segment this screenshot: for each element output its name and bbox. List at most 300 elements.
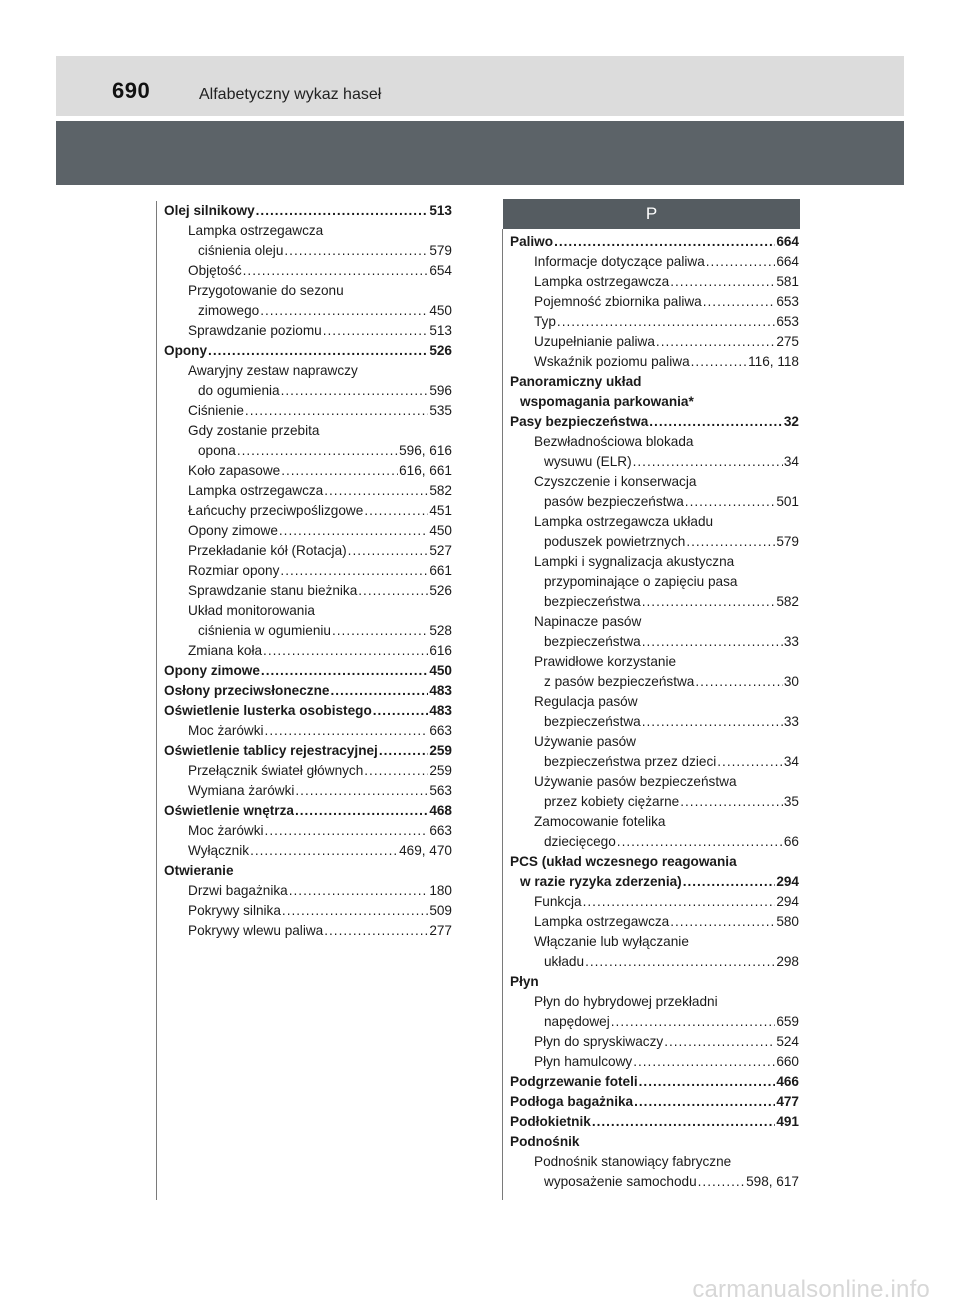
entry-page: 579 [429, 243, 452, 258]
entry-page: 528 [429, 623, 452, 638]
entry-text: Używanie pasów bezpieczeństwa [534, 774, 737, 789]
index-entry [510, 872, 799, 892]
index-entry [164, 821, 452, 841]
entry-page: 294 [776, 894, 799, 909]
entry-text: Awaryjny zestaw naprawczy [188, 363, 358, 378]
dot-leader [656, 332, 775, 352]
page-title: Alfabetyczny wykaz haseł [199, 86, 382, 103]
entry-page: 524 [776, 1034, 799, 1049]
dot-leader [642, 632, 783, 652]
entry-text: wspomagania parkowania* [520, 394, 694, 409]
entry-text: Uzupełnianie paliwa [534, 334, 655, 349]
entry-page: 483 [429, 683, 452, 698]
dot-leader [698, 1172, 745, 1192]
entry-page: 654 [429, 263, 452, 278]
index-entry [164, 561, 452, 581]
dot-leader [691, 352, 747, 372]
entry-page: 298 [776, 954, 799, 969]
index-entry [510, 1092, 799, 1112]
dot-leader [265, 721, 429, 741]
index-entry [510, 852, 799, 872]
index-entry [164, 301, 452, 321]
index-entry [164, 481, 452, 501]
entry-text: Ciśnienie [188, 403, 244, 418]
entry-text: bezpieczeństwa [544, 714, 641, 729]
page-number: 690 [112, 78, 151, 103]
entry-page: 34 [783, 754, 799, 769]
entry-text: w razie ryzyka zderzenia) [520, 874, 682, 889]
entry-text: PCS (układ wczesnego reagowania [510, 854, 737, 869]
entry-page: 664 [776, 234, 799, 249]
dot-leader [683, 872, 776, 892]
entry-text: Bezwładnościowa blokada [534, 434, 694, 449]
dot-leader [243, 261, 429, 281]
index-entry [164, 221, 452, 241]
dot-leader [379, 741, 428, 761]
dot-leader [634, 1092, 775, 1112]
entry-text: Typ [534, 314, 556, 329]
index-entry [164, 901, 452, 921]
index-entry [510, 752, 799, 772]
dot-leader [265, 821, 429, 841]
entry-page: 581 [776, 274, 799, 289]
entry-text: Czyszczenie i konserwacja [534, 474, 697, 489]
section-header [503, 199, 800, 229]
entry-text: Otwieranie [164, 863, 234, 878]
entry-page: 451 [429, 503, 452, 518]
entry-text: Układ monitorowania [188, 603, 315, 618]
dot-leader [279, 521, 428, 541]
index-entry [510, 932, 799, 952]
entry-text: bezpieczeństwa przez dzieci [544, 754, 717, 769]
entry-page: 259 [429, 743, 452, 758]
entry-page: 450 [429, 523, 452, 538]
index-entry [164, 581, 452, 601]
entry-page: 275 [776, 334, 799, 349]
index-entry [510, 252, 799, 272]
dot-leader [324, 921, 428, 941]
entry-text: Oświetlenie wnętrza [164, 803, 294, 818]
entry-text: napędowej [544, 1014, 610, 1029]
entry-page: 450 [429, 303, 452, 318]
index-entry [164, 701, 452, 721]
entry-text: Płyn do hybrydowej przekładni [534, 994, 718, 1009]
entry-page: 294 [776, 874, 799, 889]
index-entry [510, 232, 799, 252]
index-entry [164, 681, 452, 701]
index-entry [510, 572, 799, 592]
index-entry [164, 761, 452, 781]
dot-leader [364, 501, 428, 521]
entry-text: Oświetlenie tablicy rejestracyjnej [164, 743, 378, 758]
entry-page: 32 [783, 414, 799, 429]
index-entry [510, 672, 799, 692]
index-entry [164, 241, 452, 261]
dot-leader [237, 441, 398, 461]
entry-text: Płyn do spryskiwaczy [534, 1034, 664, 1049]
entry-text: Wyłącznik [188, 843, 250, 858]
dot-leader [373, 701, 429, 721]
entry-text: Lampka ostrzegawcza [534, 914, 670, 929]
index-entry [164, 441, 452, 461]
index-entry [510, 1052, 799, 1072]
dot-leader [695, 672, 783, 692]
dot-leader [706, 252, 776, 272]
entry-text: Podnośnik [510, 1134, 580, 1149]
dot-leader [685, 492, 776, 512]
index-entry [510, 312, 799, 332]
entry-page: 580 [776, 914, 799, 929]
index-entry [510, 652, 799, 672]
entry-text: Pojemność zbiornika paliwa [534, 294, 702, 309]
dot-leader [583, 892, 776, 912]
dot-leader [289, 881, 429, 901]
dot-leader [295, 781, 428, 801]
entry-text: Podgrzewanie foteli [510, 1074, 638, 1089]
dot-leader [680, 792, 783, 812]
index-entry [510, 912, 799, 932]
dot-leader [592, 1112, 775, 1132]
entry-text: Lampka ostrzegawcza [188, 223, 324, 238]
entry-page: 491 [776, 1114, 799, 1129]
entry-text: Informacje dotyczące paliwa [534, 254, 705, 269]
index-entry [510, 332, 799, 352]
dot-leader [642, 592, 776, 612]
dot-leader [642, 712, 783, 732]
watermark: carmanualsonline.info [692, 1276, 930, 1303]
entry-text: pasów bezpieczeństwa [544, 494, 684, 509]
dot-leader [670, 912, 775, 932]
index-entry [164, 721, 452, 741]
entry-page: 663 [429, 723, 452, 738]
dot-leader [284, 241, 428, 261]
entry-page: 616 [429, 643, 452, 658]
index-entry [164, 541, 452, 561]
dot-leader [611, 1012, 776, 1032]
dot-leader [633, 1052, 775, 1072]
entry-page: 513 [429, 203, 452, 218]
index-entry [510, 792, 799, 812]
index-entry [510, 412, 799, 432]
entry-text: Drzwi bagażnika [188, 883, 288, 898]
entry-text: Łańcuchy przeciwpoślizgowe [188, 503, 364, 518]
index-entry [510, 392, 799, 412]
index-entry [164, 421, 452, 441]
index-entry [510, 272, 799, 292]
dot-leader [256, 201, 429, 221]
entry-text: Używanie pasów [534, 734, 636, 749]
entry-text: Lampka ostrzegawcza [534, 274, 670, 289]
entry-page: 259 [429, 763, 452, 778]
index-entry [164, 281, 452, 301]
section-letter: P [645, 204, 658, 223]
entry-text: Objętość [188, 263, 242, 278]
index-entry [164, 381, 452, 401]
index-entry [164, 641, 452, 661]
index-entry [164, 341, 452, 361]
entry-page: 35 [783, 794, 799, 809]
entry-text: Pasy bezpieczeństwa [510, 414, 649, 429]
index-column-left [164, 201, 452, 941]
entry-text: Podłoga bagażnika [510, 1094, 634, 1109]
index-entry [510, 1132, 799, 1152]
entry-text: Moc żarówki [188, 823, 264, 838]
index-entry [510, 972, 799, 992]
index-entry [164, 601, 452, 621]
dot-leader [703, 292, 776, 312]
entry-text: do ogumienia [198, 383, 280, 398]
index-entry [164, 521, 452, 541]
entry-text: Osłony przeciwsłoneczne [164, 683, 330, 698]
entry-page: 582 [429, 483, 452, 498]
index-entry [510, 552, 799, 572]
entry-text: dziecięcego [544, 834, 616, 849]
entry-page: 598, 617 [746, 1174, 799, 1189]
dot-leader [280, 561, 428, 581]
index-entry [510, 1072, 799, 1092]
entry-page: 527 [429, 543, 452, 558]
index-entry [510, 1112, 799, 1132]
entry-text: Lampka ostrzegawcza układu [534, 514, 714, 529]
dot-leader [686, 532, 775, 552]
entry-text: Sprawdzanie stanu bieżnika [188, 583, 358, 598]
entry-text: Koło zapasowe [188, 463, 281, 478]
entry-text: Moc żarówki [188, 723, 264, 738]
dot-leader [245, 401, 428, 421]
entry-text: Przekładanie kół (Rotacja) [188, 543, 347, 558]
entry-page: 659 [776, 1014, 799, 1029]
entry-page: 33 [783, 714, 799, 729]
dot-leader [295, 801, 428, 821]
index-entry [510, 832, 799, 852]
dot-leader [639, 1072, 776, 1092]
entry-page: 469, 470 [399, 843, 452, 858]
index-column-right [510, 232, 799, 1192]
dot-leader [617, 832, 783, 852]
entry-text: ciśnienia w ogumieniu [198, 623, 331, 638]
entry-text: Gdy zostanie przebita [188, 423, 320, 438]
entry-text: Przełącznik świateł głównych [188, 763, 364, 778]
index-entry [164, 801, 452, 821]
dot-leader [358, 581, 428, 601]
entry-text: Regulacja pasów [534, 694, 638, 709]
entry-text: ciśnienia oleju [198, 243, 284, 258]
index-entry [510, 432, 799, 452]
entry-page: 509 [429, 903, 452, 918]
index-entry [510, 352, 799, 372]
dot-leader [260, 301, 428, 321]
entry-text: Opony zimowe [164, 663, 260, 678]
entry-text: poduszek powietrznych [544, 534, 686, 549]
dot-leader [281, 461, 398, 481]
left-column-rule [156, 201, 157, 1200]
dot-leader [323, 321, 429, 341]
entry-text: Lampki i sygnalizacja akustyczna [534, 554, 735, 569]
index-entry [164, 461, 452, 481]
index-entry [510, 292, 799, 312]
header-band [56, 56, 904, 116]
index-entry [164, 201, 452, 221]
entry-page: 653 [776, 314, 799, 329]
index-entry [510, 1152, 799, 1172]
entry-page: 526 [429, 343, 452, 358]
entry-page: 513 [429, 323, 452, 338]
entry-page: 616, 661 [399, 463, 452, 478]
header-dark-band [56, 121, 904, 185]
index-entry [510, 772, 799, 792]
entry-page: 664 [776, 254, 799, 269]
dot-leader [348, 541, 429, 561]
index-entry [164, 261, 452, 281]
index-entry [164, 321, 452, 341]
entry-page: 596, 616 [399, 443, 452, 458]
right-column-rule [502, 229, 503, 1200]
index-entry [510, 1012, 799, 1032]
entry-page: 466 [776, 1074, 799, 1089]
entry-text: Pokrywy silnika [188, 903, 281, 918]
entry-page: 596 [429, 383, 452, 398]
entry-text: Opony zimowe [188, 523, 278, 538]
index-entry [510, 612, 799, 632]
dot-leader [670, 272, 775, 292]
entry-page: 582 [776, 594, 799, 609]
entry-text: Płyn [510, 974, 539, 989]
entry-page: 277 [429, 923, 452, 938]
entry-page: 450 [429, 663, 452, 678]
index-entry [510, 892, 799, 912]
dot-leader [324, 481, 428, 501]
index-entry [164, 861, 452, 881]
entry-page: 526 [429, 583, 452, 598]
dot-leader [281, 381, 429, 401]
index-entry [510, 712, 799, 732]
entry-text: Panoramiczny układ [510, 374, 642, 389]
index-entry [510, 372, 799, 392]
dot-leader [282, 901, 428, 921]
entry-page: 180 [429, 883, 452, 898]
entry-page: 660 [776, 1054, 799, 1069]
entry-page: 116, 118 [748, 354, 799, 369]
entry-page: 653 [776, 294, 799, 309]
entry-text: Funkcja [534, 894, 582, 909]
index-entry [510, 512, 799, 532]
dot-leader [263, 641, 428, 661]
entry-text: przypominające o zapięciu pasa [544, 574, 738, 589]
dot-leader [633, 452, 783, 472]
entry-text: Przygotowanie do sezonu [188, 283, 344, 298]
entry-page: 30 [783, 674, 799, 689]
dot-leader [330, 681, 428, 701]
entry-text: Opony [164, 343, 208, 358]
entry-text: Podnośnik stanowiący fabryczne [534, 1154, 732, 1169]
entry-text: Paliwo [510, 234, 554, 249]
index-entry [164, 501, 452, 521]
entry-text: z pasów bezpieczeństwa [544, 674, 695, 689]
entry-page: 563 [429, 783, 452, 798]
entry-page: 663 [429, 823, 452, 838]
dot-leader [585, 952, 775, 972]
dot-leader [717, 752, 783, 772]
entry-text: bezpieczeństwa [544, 594, 641, 609]
entry-page: 34 [783, 454, 799, 469]
index-entry [164, 361, 452, 381]
entry-page: 483 [429, 703, 452, 718]
index-entry [510, 692, 799, 712]
entry-text: zimowego [198, 303, 260, 318]
index-entry [510, 592, 799, 612]
index-entry [164, 881, 452, 901]
index-entry [164, 841, 452, 861]
entry-text: Pokrywy wlewu paliwa [188, 923, 324, 938]
entry-page: 477 [776, 1094, 799, 1109]
entry-page: 66 [783, 834, 799, 849]
entry-text: Podłokietnik [510, 1114, 591, 1129]
dot-leader [364, 761, 428, 781]
index-entry [510, 492, 799, 512]
entry-text: przez kobiety ciężarne [544, 794, 680, 809]
entry-text: Wskaźnik poziomu paliwa [534, 354, 690, 369]
index-entry [510, 1032, 799, 1052]
dot-leader [261, 661, 428, 681]
entry-text: Sprawdzanie poziomu [188, 323, 322, 338]
entry-page: 501 [776, 494, 799, 509]
dot-leader [208, 341, 428, 361]
index-entry [164, 661, 452, 681]
entry-text: układu [544, 954, 585, 969]
entry-text: Płyn hamulcowy [534, 1054, 633, 1069]
index-entry [510, 1172, 799, 1192]
dot-leader [554, 232, 775, 252]
dot-leader [649, 412, 783, 432]
entry-text: Zmiana koła [188, 643, 263, 658]
index-entry [510, 732, 799, 752]
index-entry [164, 781, 452, 801]
index-entry [164, 401, 452, 421]
entry-text: bezpieczeństwa [544, 634, 641, 649]
entry-page: 468 [429, 803, 452, 818]
index-entry [510, 472, 799, 492]
entry-page: 579 [776, 534, 799, 549]
dot-leader [250, 841, 398, 861]
index-entry [164, 921, 452, 941]
entry-text: Lampka ostrzegawcza [188, 483, 324, 498]
entry-page: 661 [429, 563, 452, 578]
entry-text: wysuwu (ELR) [544, 454, 632, 469]
entry-text: Olej silnikowy [164, 203, 255, 218]
dot-leader [557, 312, 775, 332]
entry-page: 535 [429, 403, 452, 418]
entry-text: Zamocowanie fotelika [534, 814, 666, 829]
index-entry [510, 812, 799, 832]
entry-text: Wymiana żarówki [188, 783, 295, 798]
dot-leader [332, 621, 428, 641]
entry-text: Oświetlenie lusterka osobistego [164, 703, 372, 718]
entry-text: Włączanie lub wyłączanie [534, 934, 689, 949]
index-entry [510, 532, 799, 552]
entry-text: wyposażenie samochodu [544, 1174, 697, 1189]
index-entry [510, 992, 799, 1012]
index-entry [510, 952, 799, 972]
dot-leader [664, 1032, 775, 1052]
index-entry [510, 452, 799, 472]
entry-text: Rozmiar opony [188, 563, 280, 578]
entry-text: Napinacze pasów [534, 614, 642, 629]
entry-text: Prawidłowe korzystanie [534, 654, 677, 669]
entry-text: opona [198, 443, 236, 458]
index-entry [510, 632, 799, 652]
entry-page: 33 [783, 634, 799, 649]
index-entry [164, 741, 452, 761]
